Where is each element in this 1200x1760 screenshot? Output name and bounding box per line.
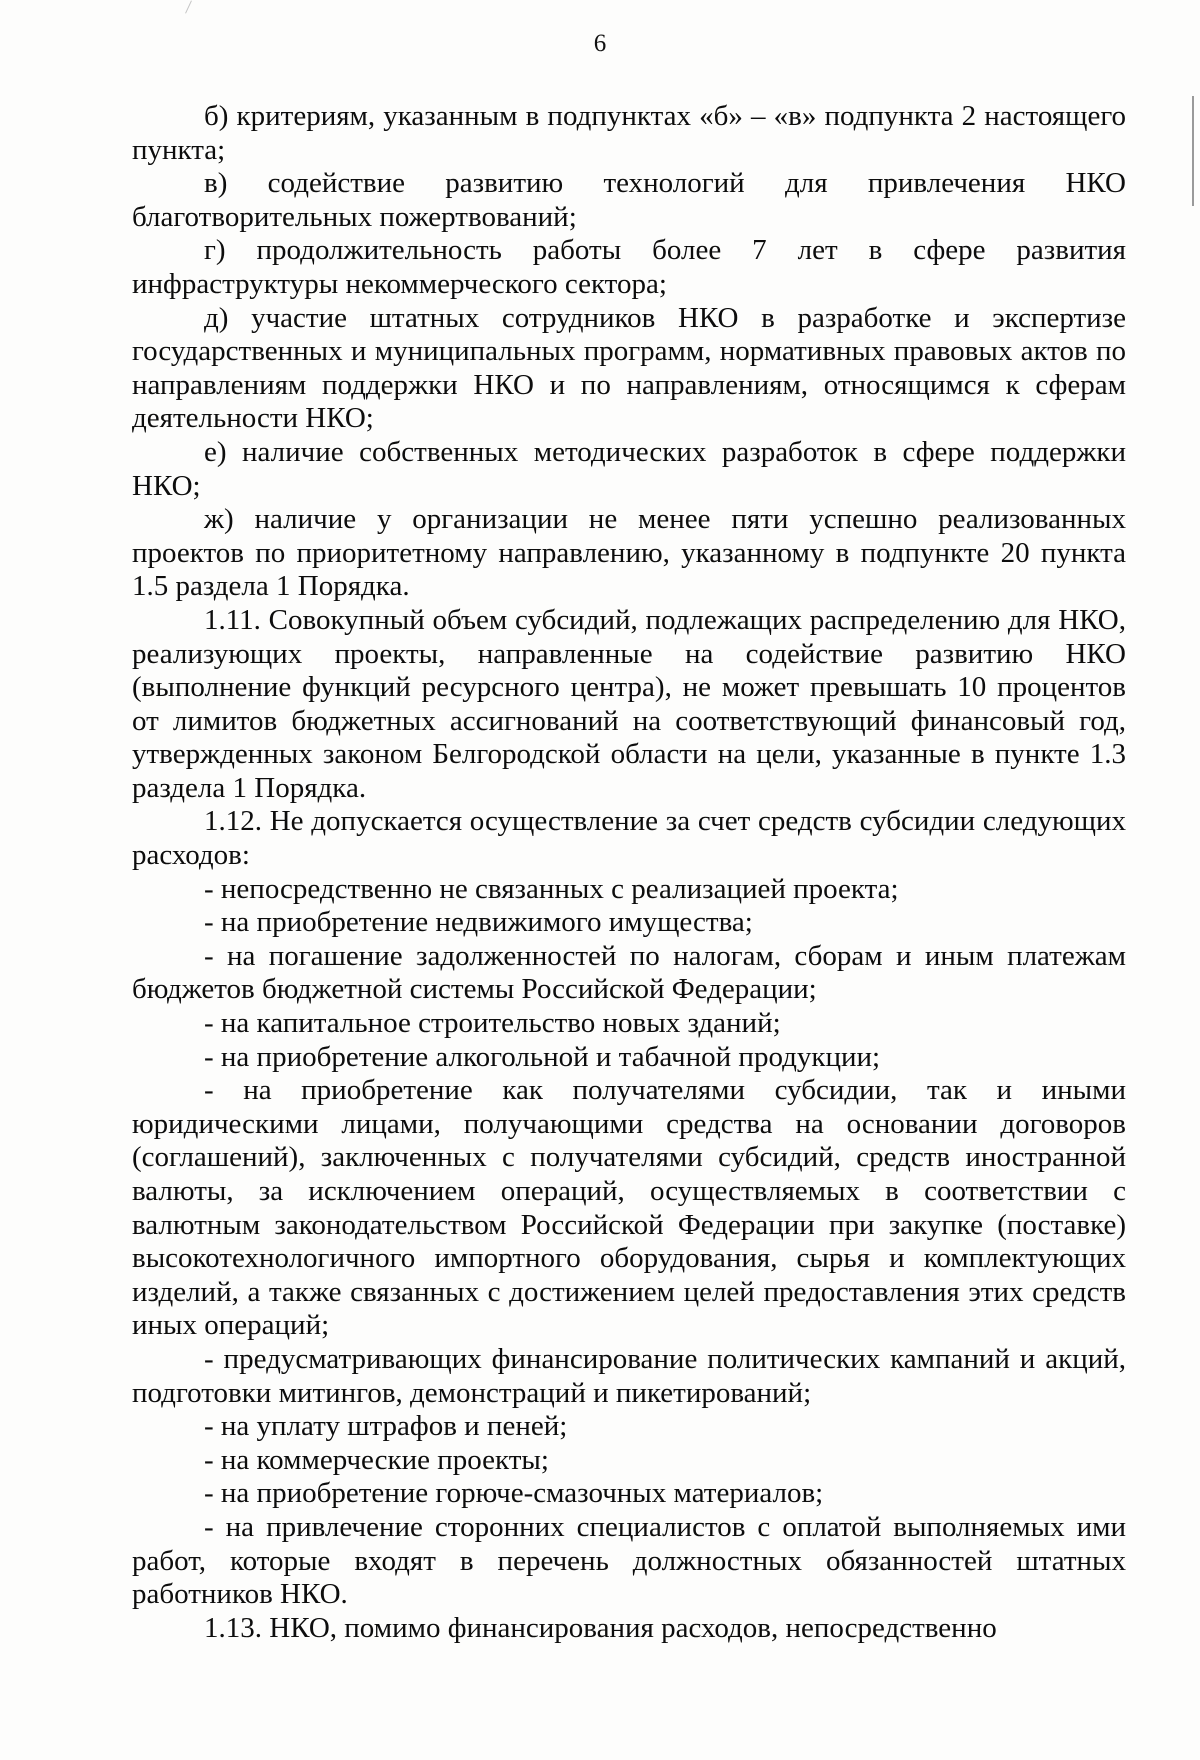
expense-bullet: - на коммерческие проекты;: [204, 1443, 549, 1476]
document-body: [132, 100, 1126, 1645]
expense-bullet: - на приобретение недвижимого имущества;: [204, 906, 753, 939]
expense-bullet: - на капитальное строительство новых зданий;: [204, 1007, 781, 1040]
expense-bullet: - непосредственно не связанных с реализацией проекта;: [204, 872, 899, 905]
clause-1-12: 1.12. Не допускается осуществление за счет средств субсидии следующих расходов:: [132, 805, 1126, 872]
expense-bullet: - на привлечение сторонних специалистов с оплатой выполняемых ими работ, которые входят в перечень должностных обязанностей штатных работников НКО.: [132, 1510, 1126, 1611]
scan-artifact-tick: [185, 0, 192, 13]
expense-bullet: - на приобретение алкогольной и табачной продукции;: [204, 1040, 881, 1073]
expense-bullet: - на приобретение как получателями субсидии, так и иными юридическими лицами, получающими средства на основании договоров (соглашений), заключенных с получателями субсидий, средств иностранной валюты, за исключением операций, осуществляемых в соответствии с валютным законодательством Российской Федерации при закупке (поставке) высокотехнологичного импортного оборудования, сырья и комплектующих изделий, а также связанных с достижением целей предоставления этих средств иных операций;: [132, 1074, 1126, 1342]
item-b: б) критериям, указанным в подпунктах «б» – «в» подпункта 2 настоящего пункта;: [132, 100, 1126, 166]
expense-bullet: - предусматривающих финансирование политических кампаний и акций, подготовки митингов, демонстраций и пикетирований;: [132, 1342, 1126, 1409]
item-d: д) участие штатных сотрудников НКО в разработке и экспертизе государственных и муниципальных программ, нормативных правовых актов по направлениям поддержки НКО и по направлениям, относящимся к сферам деятельности НКО;: [132, 301, 1126, 435]
item-e: е) наличие собственных методических разработок в сфере поддержки НКО;: [132, 435, 1126, 502]
item-zh: ж) наличие у организации не менее пяти успешно реализованных проектов по приоритетному направлению, указанному в подпункте 20 пункта 1.5 раздела 1 Порядка.: [132, 503, 1126, 603]
expense-bullet: - на приобретение горюче-смазочных материалов;: [204, 1477, 824, 1510]
scan-artifact-margin-line: [1192, 96, 1194, 206]
clause-1-13: 1.13. НКО, помимо финансирования расходов, непосредственно: [204, 1611, 997, 1644]
page-number: 6: [593, 30, 607, 57]
expense-bullet: - на погашение задолженностей по налогам, сборам и иным платежам бюджетов бюджетной системы Российской Федерации;: [132, 939, 1126, 1006]
item-v: в) содействие развитию технологий для привлечения НКО благотворительных пожертвований;: [132, 167, 1126, 233]
item-g: г) продолжительность работы более 7 лет в сфере развития инфраструктуры некоммерческого сектора;: [132, 234, 1126, 300]
clause-1-11: 1.11. Совокупный объем субсидий, подлежащих распределению для НКО, реализующих проекты, направленные на содействие развитию НКО (выполнение функций ресурсного центра), не может превышать 10 процентов от лимитов бюджетных ассигнований на соответствующий финансовый год, утвержденных законом Белгородской области на цели, указанные в пункте 1.3 раздела 1 Порядка.: [132, 603, 1126, 804]
expense-bullet: - на уплату штрафов и пеней;: [204, 1410, 568, 1443]
